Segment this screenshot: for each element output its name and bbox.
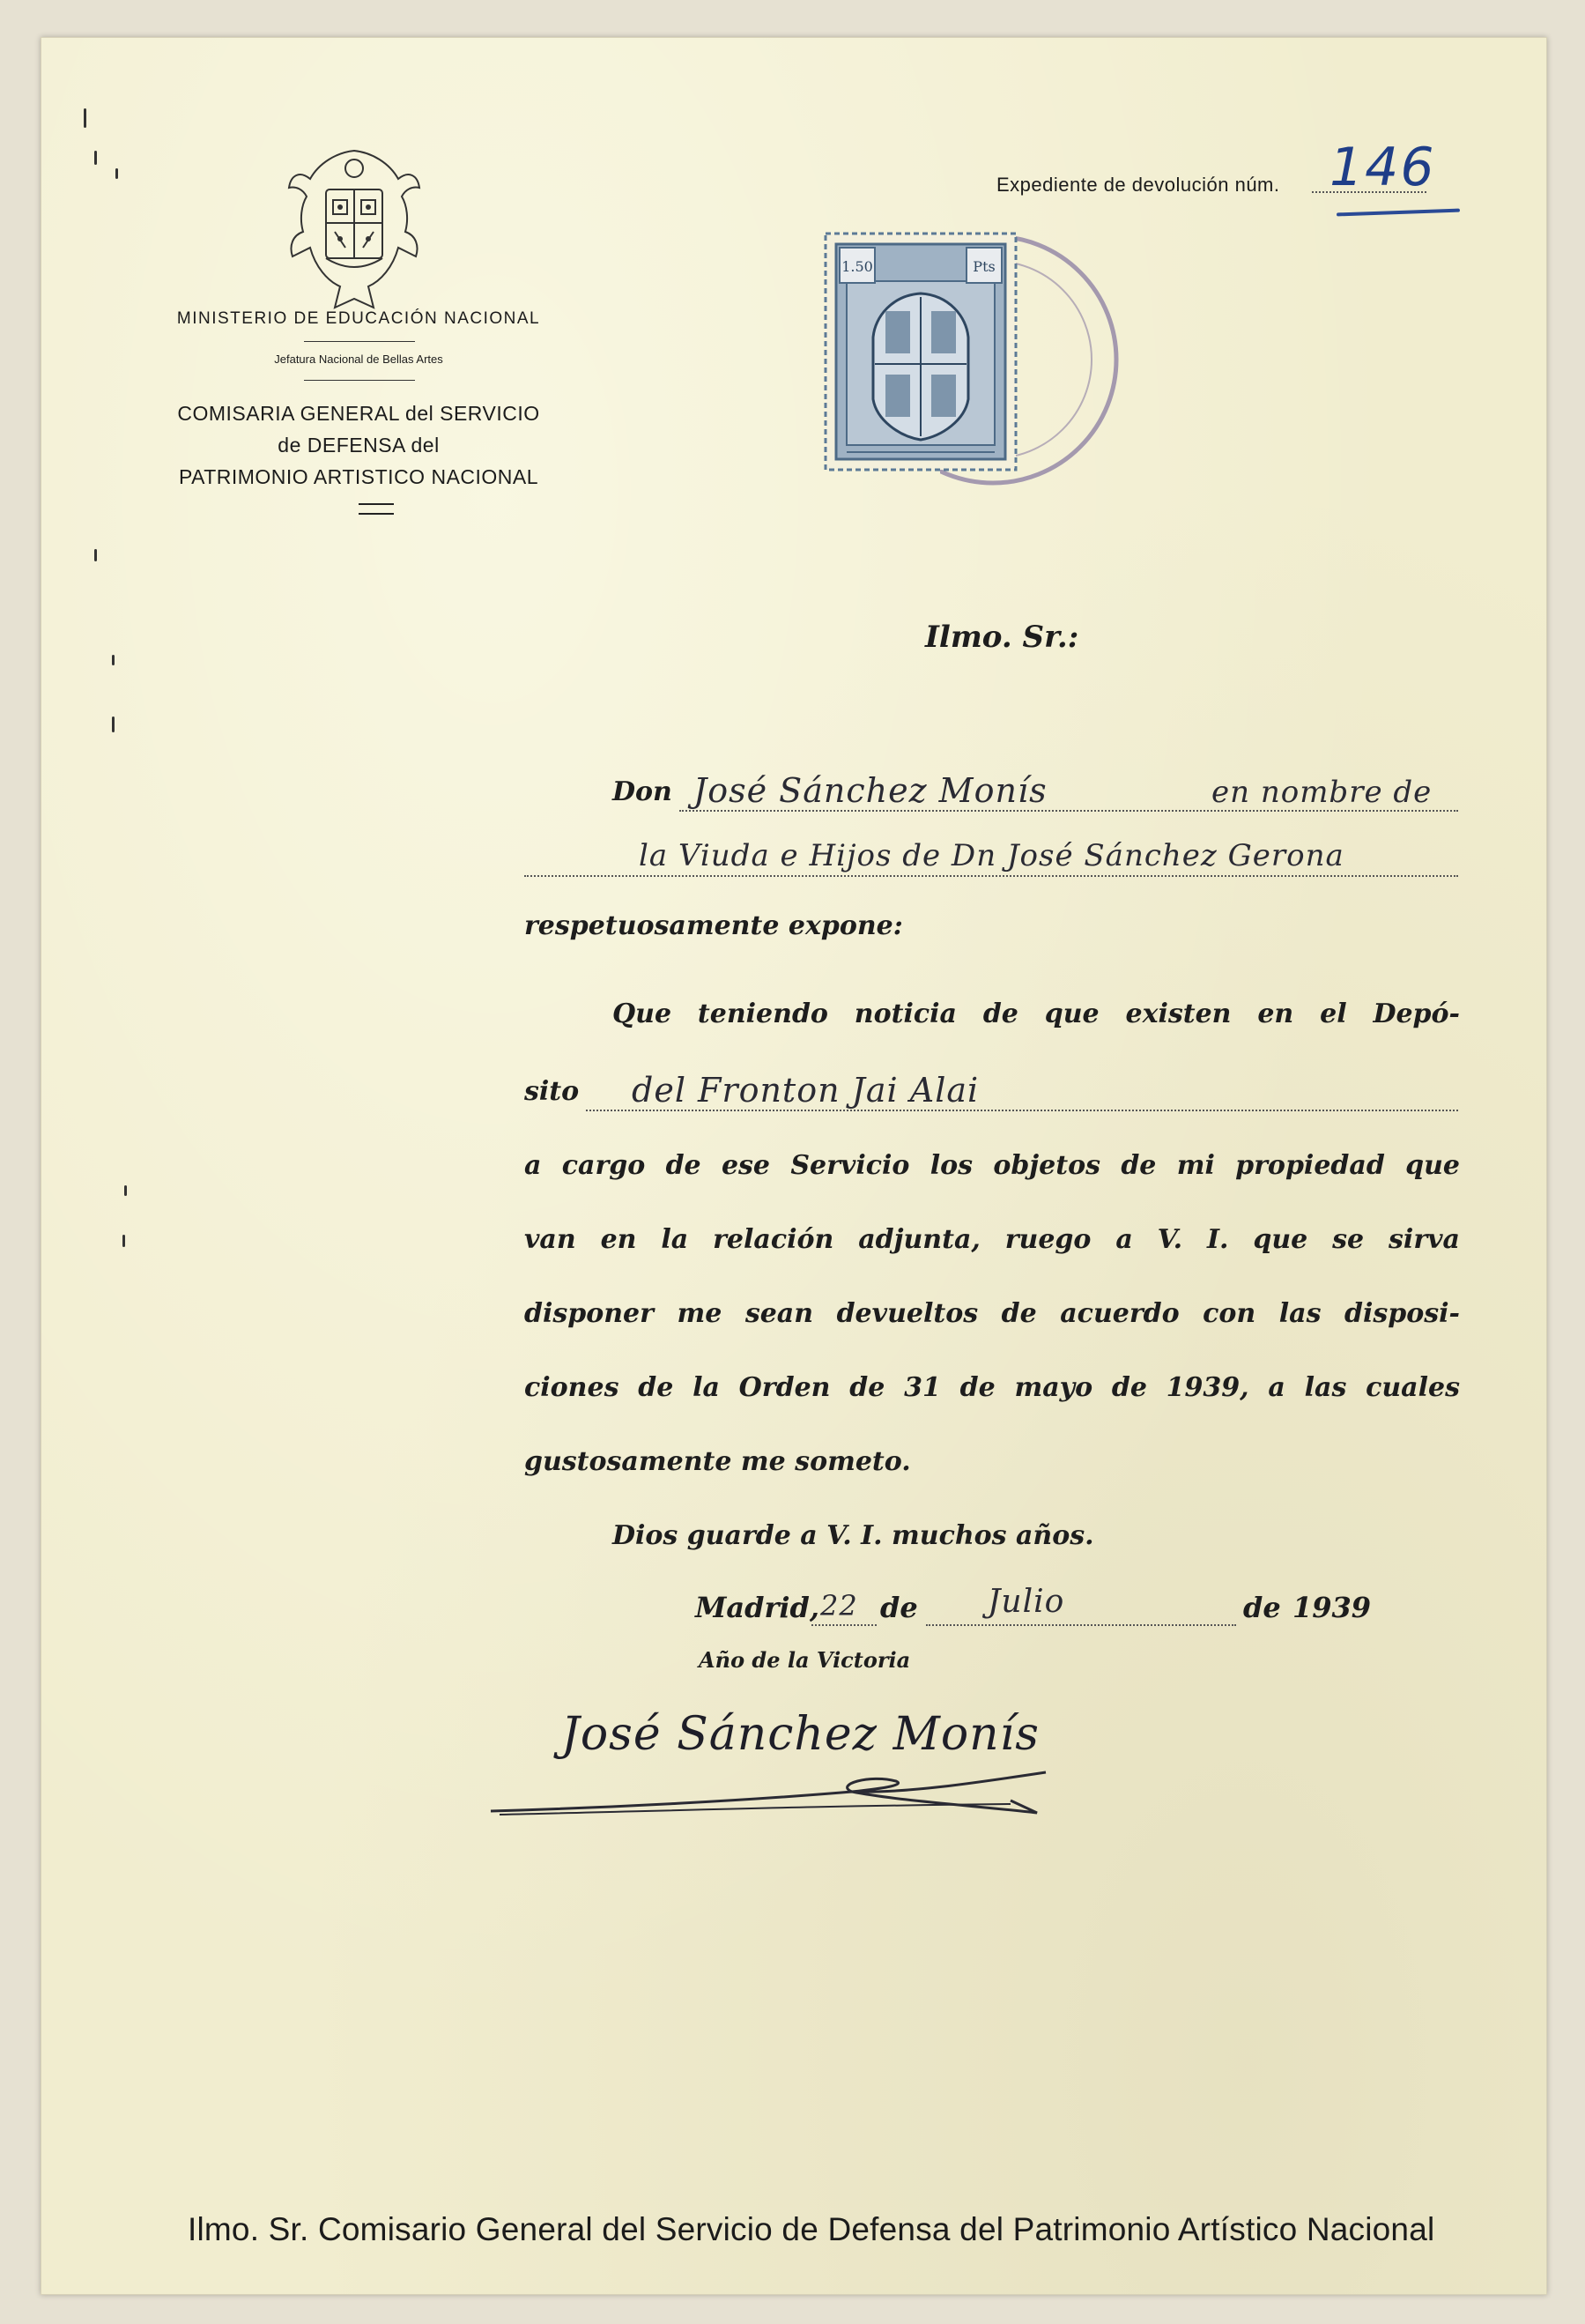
commission-line-1: COMISARIA GENERAL del SERVICIO xyxy=(177,402,540,425)
stamp-value-right: Pts xyxy=(973,258,996,275)
document-sheet xyxy=(41,37,1547,2295)
deposit-fill-line xyxy=(586,1110,1458,1111)
paragraph-line-3: a cargo de ese Servicio los objetos de mi propiedad que xyxy=(524,1150,1460,1181)
salutation: Ilmo. Sr.: xyxy=(925,620,1079,655)
don-fill-line xyxy=(679,810,1458,812)
expone-text: respetuosamente expone: xyxy=(524,910,903,941)
commission-line-2: de DEFENSA del xyxy=(278,434,440,457)
date-de-1: de xyxy=(880,1591,918,1624)
closing-formula: Dios guarde a V. I. muchos años. xyxy=(612,1520,1094,1551)
letterhead-divider xyxy=(304,341,415,342)
year-motto: Año de la Victoria xyxy=(699,1647,911,1673)
commission-name xyxy=(138,397,579,493)
day-fill-line xyxy=(811,1624,877,1626)
month-fill-line xyxy=(926,1624,1236,1626)
behalf-text: la Viuda e Hijos de Dn José Sánchez Gerona xyxy=(639,838,1344,873)
don-line xyxy=(612,771,1458,815)
date-year: 1939 xyxy=(1292,1591,1372,1624)
paragraph-line-5: disponer me sean devueltos de acuerdo con las disposi- xyxy=(524,1298,1460,1329)
signature: José Sánchez Monís xyxy=(561,1708,1040,1761)
date-month: Julio xyxy=(988,1584,1065,1620)
deposit-line xyxy=(524,1071,1458,1115)
don-name: José Sánchez Monís xyxy=(693,771,1048,810)
date-line xyxy=(695,1584,1418,1630)
commission-line-3: PATRIMONIO ARTISTICO NACIONAL xyxy=(178,465,539,488)
signature-flourish-icon xyxy=(482,1765,1055,1827)
fiscal-stamp-icon xyxy=(824,232,1018,471)
coat-of-arms-icon xyxy=(284,144,425,316)
on-behalf-text: en nombre de xyxy=(1211,775,1433,810)
expediente-underline xyxy=(1337,209,1460,217)
letterhead-divider xyxy=(304,380,415,381)
expediente-number: 146 xyxy=(1329,137,1436,198)
behalf-line xyxy=(524,836,1458,880)
stamp-value-left: 1.50 xyxy=(841,258,873,275)
don-label: Don xyxy=(612,776,672,807)
sito-text: sito xyxy=(524,1076,580,1107)
footer-addressee: Ilmo. Sr. Comisario General del Servicio de Defensa del Patrimonio Artístico Nacional xyxy=(188,2211,1435,2247)
paragraph-line-6: ciones de la Orden de 31 de mayo de 1939, a las cuales xyxy=(524,1372,1460,1403)
department-name: Jefatura Nacional de Bellas Artes xyxy=(274,353,443,366)
paragraph-line-7: gustosamente me someto. xyxy=(524,1446,911,1477)
paragraph-line-1: Que teniendo noticia de que existen en el Depó- xyxy=(612,999,1460,1029)
behalf-fill-line xyxy=(524,875,1458,877)
date-day: 22 xyxy=(820,1589,858,1622)
date-de-2: de xyxy=(1243,1591,1281,1624)
deposit-name: del Fronton Jai Alai xyxy=(632,1071,980,1110)
paragraph-line-4: van en la relación adjunta, ruego a V. I. que se sirva xyxy=(524,1224,1460,1255)
double-rule xyxy=(359,503,394,515)
expediente-label: Expediente de devolución núm. xyxy=(996,174,1280,196)
ministry-name: MINISTERIO DE EDUCACIÓN NACIONAL xyxy=(176,309,541,328)
date-city: Madrid, xyxy=(695,1591,820,1624)
